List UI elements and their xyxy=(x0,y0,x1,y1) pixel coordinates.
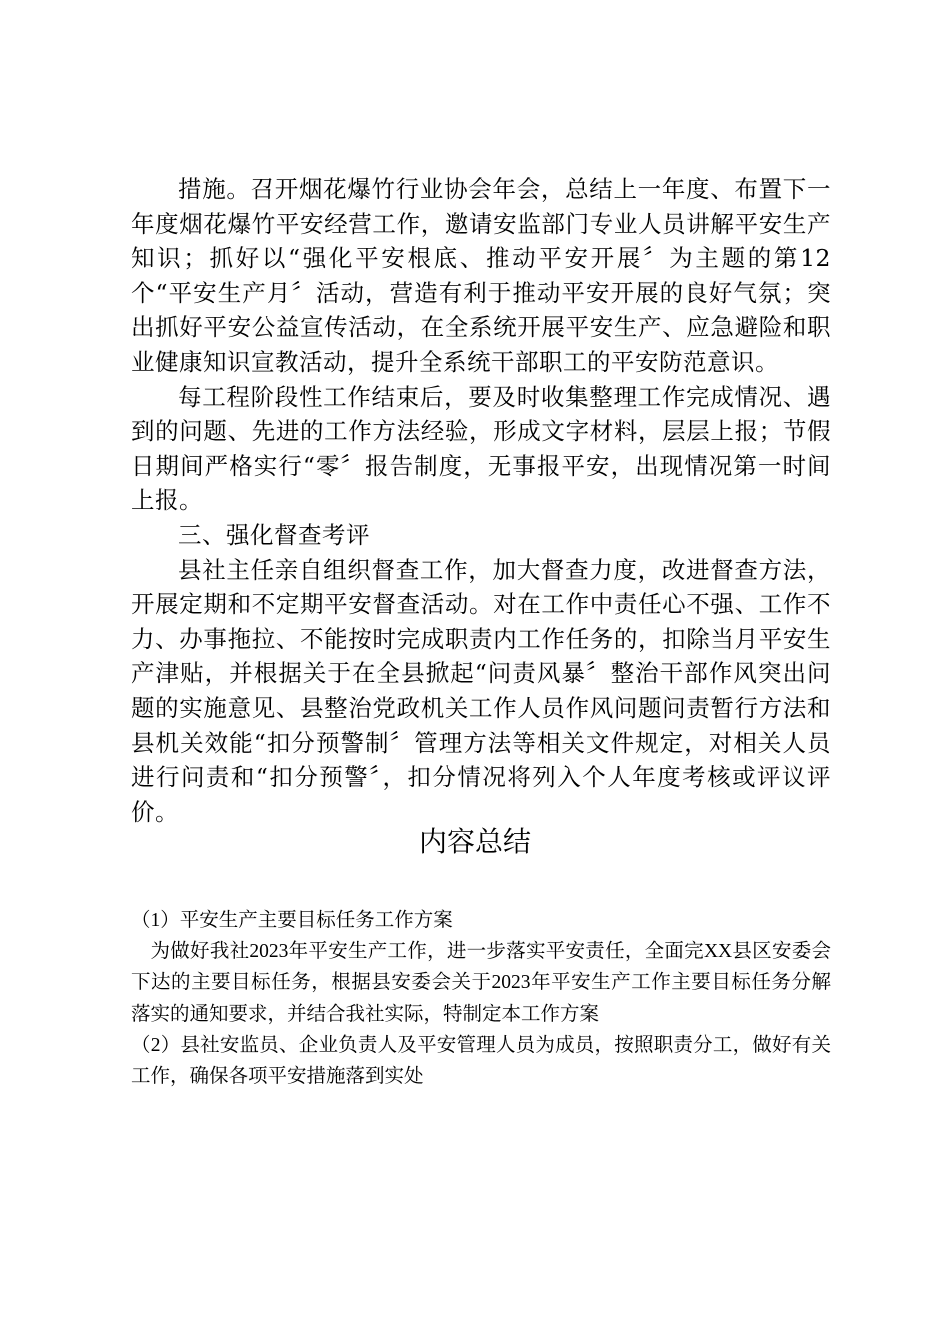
document-body xyxy=(131,172,831,829)
summary-title: 内容总结 xyxy=(418,825,531,858)
summary-item: （2）县社安监员、企业负责人及平安管理人员为成员，按照职责分工，做好有关工作，确保各项平安措施落到实处 xyxy=(131,1034,831,1088)
body-paragraph: 措施。召开烟花爆竹行业协会年会，总结上一年度、布置下一年度烟花爆竹平安经营工作，邀请安监部门专业人员讲解平安生产知识；抓好以“强化平安根底、推动平安开展〞为主题的第12个“平安生产月〞活动，营造有利于推动平安开展的良好气氛；突出抓好平安公益宣传活动，在全系统开展平安生产、应急避险和职业健康知识宣教活动，提升全系统干部职工的平安防范意识。 xyxy=(131,175,831,376)
summary-item: （1）平安生产主要目标任务工作方案 xyxy=(131,910,453,931)
section-heading: 三、强化督查考评 xyxy=(178,520,370,549)
summary-section xyxy=(131,905,831,1092)
summary-item: 为做好我社2023年平安生产工作，进一步落实平安责任，全面完XX县区安委会下达的主要目标任务，根据县安委会关于2023年平安生产工作主要目标任务分解落实的通知要求，并结合我社实际，特制定本工作方案 xyxy=(131,941,831,1025)
body-paragraph: 每工程阶段性工作结束后，要及时收集整理工作完成情况、遇到的问题、先进的工作方法经验，形成文字材料，层层上报；节假日期间严格实行“零〞报告制度，无事报平安，出现情况第一时间上报。 xyxy=(131,382,831,515)
body-paragraph: 县社主任亲自组织督查工作，加大督查力度，改进督查方法，开展定期和不定期平安督查活动。对在工作中责任心不强、工作不力、办事拖拉、不能按时完成职责内工作任务的，扣除当月平安生产津贴，并根据关于在全县掀起“问责风暴〞整治干部作风突出问题的实施意见、县整治党政机关工作人员作风问题问责暂行方法和县机关效能“扣分预警制〞管理方法等相关文件规定，对相关人员进行问责和“扣分预警〞，扣分情况将列入个人年度考核或评议评价。 xyxy=(131,555,831,826)
